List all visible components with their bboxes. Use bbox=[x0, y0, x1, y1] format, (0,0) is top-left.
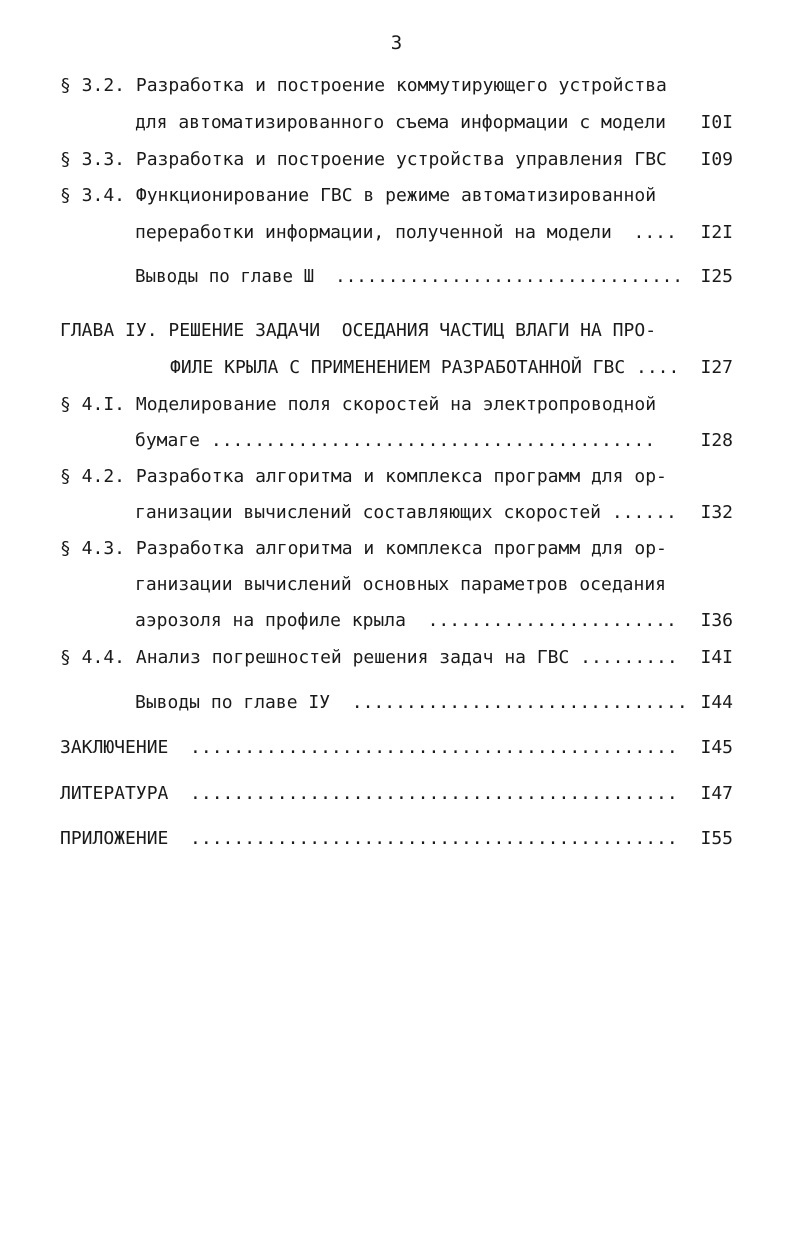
toc-page-number: I55 bbox=[700, 828, 733, 849]
toc-line: переработки информации, полученной на модели .... bbox=[135, 222, 677, 243]
toc-line: ФИЛЕ КРЫЛА С ПРИМЕНЕНИЕМ РАЗРАБОТАННОЙ ГВС .... bbox=[170, 357, 680, 378]
toc-page-number: I09 bbox=[700, 149, 733, 170]
toc-page-number: I0I bbox=[700, 112, 733, 133]
toc-line: ЗАКЛЮЧЕНИЕ ............................................. bbox=[60, 737, 678, 758]
toc-page-number: I27 bbox=[700, 357, 733, 378]
toc-line: ЛИТЕРАТУРА ............................................. bbox=[60, 783, 678, 804]
toc-line: § 4.4. Анализ погрешностей решения задач на ГВС ......... bbox=[60, 647, 678, 668]
toc-line: § 4.I. Моделирование поля скоростей на электропроводной bbox=[60, 394, 657, 415]
toc-chapter-heading: ГЛАВА IУ. РЕШЕНИЕ ЗАДАЧИ ОСЕДАНИЯ ЧАСТИЦ ВЛАГИ НА ПРО- bbox=[60, 320, 657, 341]
toc-page-number: I45 bbox=[700, 737, 733, 758]
page-number: 3 bbox=[390, 32, 403, 54]
toc-line: аэрозоля на профиле крыла ....................... bbox=[135, 610, 677, 631]
toc-line: § 4.2. Разработка алгоритма и комплекса программ для ор- bbox=[60, 466, 667, 487]
toc-page-number: I47 bbox=[700, 783, 733, 804]
toc-line: § 4.3. Разработка алгоритма и комплекса программ для ор- bbox=[60, 538, 667, 559]
toc-page-number: I4I bbox=[700, 647, 733, 668]
toc-line: § 3.3. Разработка и построение устройства управления ГВС bbox=[60, 149, 667, 170]
toc-line: бумаге ......................................... bbox=[135, 430, 656, 451]
toc-line: ганизации вычислений составляющих скоростей ...... bbox=[135, 502, 677, 523]
toc-line: Выводы по главе Ш ................................. bbox=[135, 267, 683, 287]
toc-page-number: I25 bbox=[700, 266, 733, 287]
toc-page-number: I2I bbox=[700, 222, 733, 243]
toc-page-number: I44 bbox=[700, 692, 733, 713]
toc-line: для автоматизированного съема информации с модели bbox=[135, 112, 667, 133]
toc-line: § 3.4. Функционирование ГВС в режиме автоматизированной bbox=[60, 185, 657, 206]
toc-line: Выводы по главе IУ ............................... bbox=[135, 692, 688, 713]
toc-line: ПРИЛОЖЕНИЕ ............................................. bbox=[60, 828, 678, 849]
toc-page-number: I32 bbox=[700, 502, 733, 523]
toc-page-number: I36 bbox=[700, 610, 733, 631]
toc-line: § 3.2. Разработка и построение коммутирующего устройства bbox=[60, 75, 667, 96]
toc-line: ганизации вычислений основных параметров оседания bbox=[135, 574, 667, 595]
toc-page-number: I28 bbox=[700, 430, 733, 451]
